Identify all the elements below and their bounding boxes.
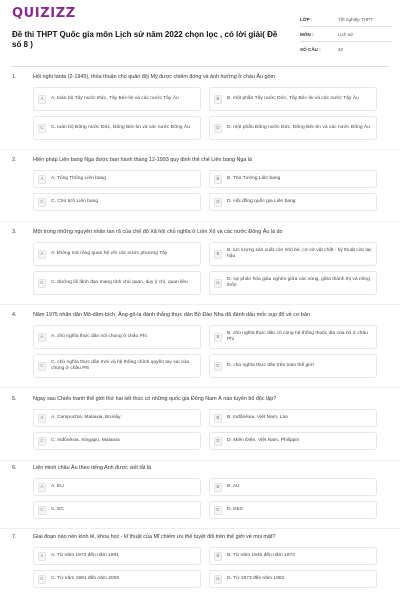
option-letter: A	[38, 552, 46, 561]
quizizz-logo: QUIZIZZ	[12, 6, 76, 21]
option-text: D. sự phân hóa giàu nghèo giữa các vùng, giữa thành thị và nông thôn	[227, 276, 370, 288]
worksheet-header	[0, 0, 400, 70]
option-b[interactable]	[209, 409, 377, 427]
option-letter: A	[38, 333, 46, 342]
option-c[interactable]	[33, 193, 201, 211]
question-header	[12, 229, 390, 236]
document-title: Đề thi THPT Quốc gia môn Lịch sử năm 2022 chọn lọc , có lời giải( Đề số 8 )	[12, 30, 278, 49]
option-d[interactable]	[209, 570, 377, 588]
option-letter: C	[38, 575, 46, 584]
option-text: D. Từ 1973 đến năm 1982	[227, 575, 285, 581]
option-text: D. một phần Đông nước Đức, Đông Béc-lin và các nước Đông Âu	[227, 124, 370, 130]
question-text: Liên minh châu Âu theo tiếng Anh được viết tắt là	[33, 465, 152, 471]
option-b[interactable]	[209, 325, 377, 349]
question-2	[12, 157, 390, 204]
header-divider	[12, 66, 388, 67]
question-4	[12, 312, 390, 371]
option-text: A. không mở rộng quan hệ với các nước phương Tây	[51, 250, 168, 256]
option-letter: C	[38, 506, 46, 515]
option-text: C. toàn bộ Đông nước Đức, Đông Béc-lin và các nước Đông Âu	[51, 124, 190, 130]
question-separator	[0, 149, 400, 150]
option-text: A. EU	[51, 483, 64, 489]
option-letter: D	[214, 198, 222, 207]
option-text: A. chủ nghĩa thực dân nói chung ở châu Phi	[51, 333, 147, 339]
question-header	[12, 157, 390, 164]
option-text: B. một phần Tây nước Đức, Tây Béc-lin và các nước Tây Âu	[227, 95, 359, 101]
option-c[interactable]	[33, 570, 201, 588]
info-value: Lịch sử	[338, 31, 354, 37]
option-letter: A	[38, 414, 46, 423]
question-separator	[0, 221, 400, 222]
option-text: D. chủ nghĩa thực dân trên toàn thế giới	[227, 362, 314, 368]
option-a[interactable]	[33, 409, 201, 427]
option-text: D. Hội đồng quốc gia Liên bang	[227, 198, 296, 204]
info-label: MÔN :	[300, 31, 314, 37]
option-letter: D	[214, 279, 222, 288]
question-header	[12, 312, 390, 319]
option-c[interactable]	[33, 116, 201, 140]
option-letter: A	[38, 175, 46, 184]
option-a[interactable]	[33, 170, 201, 188]
option-text: B. Thủ Tướng Liên bang	[227, 175, 281, 181]
option-text: C. EC	[51, 506, 65, 512]
option-d[interactable]	[209, 501, 377, 519]
option-letter: A	[38, 250, 46, 259]
option-letter: D	[214, 124, 222, 133]
question-number: 4.	[12, 312, 17, 318]
option-letter: D	[214, 575, 222, 584]
option-a[interactable]	[33, 547, 201, 565]
option-letter: B	[214, 95, 222, 104]
question-text: Ngay sau Chiến tranh thế giới thứ hai kết thúc có những quốc gia Đông Nam Á nào tuyên bố độc lập?	[33, 396, 277, 402]
option-b[interactable]	[209, 242, 377, 266]
question-6	[12, 465, 390, 512]
question-separator	[0, 387, 400, 388]
option-b[interactable]	[209, 87, 377, 111]
question-number: 6.	[12, 465, 17, 471]
question-header	[12, 534, 390, 541]
option-text: A. Campuchia, Malaixia, Brunây	[51, 414, 121, 420]
question-separator	[0, 528, 400, 529]
question-3	[12, 229, 390, 288]
option-letter: C	[38, 198, 46, 207]
option-text: B. chủ nghĩa thực dân cũ cùng hệ thống thuộc địa của nó ở châu Phi	[227, 330, 368, 342]
question-separator	[0, 304, 400, 305]
option-d[interactable]	[209, 116, 377, 140]
option-text: C. đường lối lãnh đạo mang tính chủ quan, duy ý chí, quan liêu	[51, 279, 188, 285]
option-letter: B	[214, 483, 222, 492]
question-number: 7.	[12, 534, 17, 540]
option-letter: A	[38, 95, 46, 104]
info-value: Tốt nghiệp THPT	[338, 16, 373, 22]
option-c[interactable]	[33, 354, 201, 378]
option-letter: C	[38, 437, 46, 446]
option-c[interactable]	[33, 432, 201, 450]
option-text: C. Từ năm 1991 đến năm 2000	[51, 575, 120, 581]
question-text: Hiến pháp Liên bang Nga được ban hành tháng 12-1993 quy định thể chế Liên bang Nga là	[33, 157, 253, 163]
option-b[interactable]	[209, 170, 377, 188]
option-text: A. Từ năm 1973 đến năm 1991	[51, 552, 119, 558]
option-text: B. Inđônêxia, Việt Nam, Lào	[227, 414, 288, 420]
info-row-class	[300, 12, 392, 27]
option-letter: A	[38, 483, 46, 492]
option-text: D. EEC	[227, 506, 244, 512]
info-value: 40	[338, 46, 344, 52]
option-d[interactable]	[209, 354, 377, 378]
option-c[interactable]	[33, 501, 201, 519]
option-a[interactable]	[33, 87, 201, 111]
option-a[interactable]	[33, 478, 201, 496]
question-text: Năm 1975 nhân dân Mô-dăm-bích, Ăng-gô-la đánh thắng thực dân Bồ Đào Nha đã đánh dấu mốc sụp đổ về cơ bản	[33, 312, 310, 318]
option-a[interactable]	[33, 242, 201, 266]
option-a[interactable]	[33, 325, 201, 349]
question-number: 3.	[12, 229, 17, 235]
question-separator	[0, 460, 400, 461]
info-label: SỐ CÂU :	[300, 46, 321, 52]
option-text: B. lực lượng sản xuất còn nhỏ bé, cơ sở vật chất - kỹ thuật còn lạc hậu	[227, 247, 372, 259]
option-letter: C	[38, 362, 46, 371]
question-header	[12, 396, 390, 403]
option-text: D. Miến Điện, Việt Nam, Philippin	[227, 437, 300, 443]
option-letter: D	[214, 362, 222, 371]
question-5	[12, 396, 390, 443]
option-letter: D	[214, 506, 222, 515]
option-letter: B	[214, 333, 222, 342]
question-number: 1.	[12, 74, 17, 80]
option-c[interactable]	[33, 271, 201, 295]
option-text: C. chủ nghĩa thực dân mới và hệ thống chính quyền tay sai của chúng ở châu Phi	[51, 359, 189, 371]
option-text: B. AU	[227, 483, 240, 489]
option-letter: B	[214, 414, 222, 423]
question-number: 2.	[12, 157, 17, 163]
option-d[interactable]	[209, 271, 377, 295]
option-letter: B	[214, 250, 222, 259]
question-7	[12, 534, 390, 581]
info-label: LỚP :	[300, 16, 313, 22]
question-1	[12, 74, 390, 130]
option-letter: C	[38, 124, 46, 133]
info-row-question-count	[300, 42, 392, 56]
question-text: Giai đoạn nào nền kinh tế, khoa học - kĩ thuật của Mĩ chiếm ưu thế tuyệt đối trên thế giới về mọi mặt?	[33, 534, 276, 540]
info-row-subject	[300, 27, 392, 42]
question-number: 5.	[12, 396, 17, 402]
option-d[interactable]	[209, 432, 377, 450]
option-d[interactable]	[209, 193, 377, 211]
option-letter: C	[38, 279, 46, 288]
option-text: A. Tổng Thống Liên bang	[51, 175, 107, 181]
option-text: A. toàn bộ Tây nước Đức, Tây Béc-lin và các nước Tây Âu	[51, 95, 179, 101]
option-b[interactable]	[209, 478, 377, 496]
option-letter: B	[214, 552, 222, 561]
option-text: C. Chủ tịch Liên bang	[51, 198, 99, 204]
info-table	[300, 12, 392, 56]
option-letter: B	[214, 175, 222, 184]
option-letter: D	[214, 437, 222, 446]
option-b[interactable]	[209, 547, 377, 565]
question-header	[12, 465, 390, 472]
question-header	[12, 74, 390, 81]
question-text: Hội nghị Ianta (2-1945), thỏa thuận cho quân đội Mỹ được chiếm đóng và ảnh hưởng ở châu Âu gồm	[33, 74, 275, 80]
question-text: Một trong những nguyên nhân tan rã của chế độ Xã hội chủ nghĩa ở Liên Xô và các nước Đông Âu là do	[33, 229, 283, 235]
option-text: B. Từ năm 1945 đến năm 1973	[227, 552, 295, 558]
option-text: C. Inđônêxia, Xingapo, Malaixia	[51, 437, 120, 443]
